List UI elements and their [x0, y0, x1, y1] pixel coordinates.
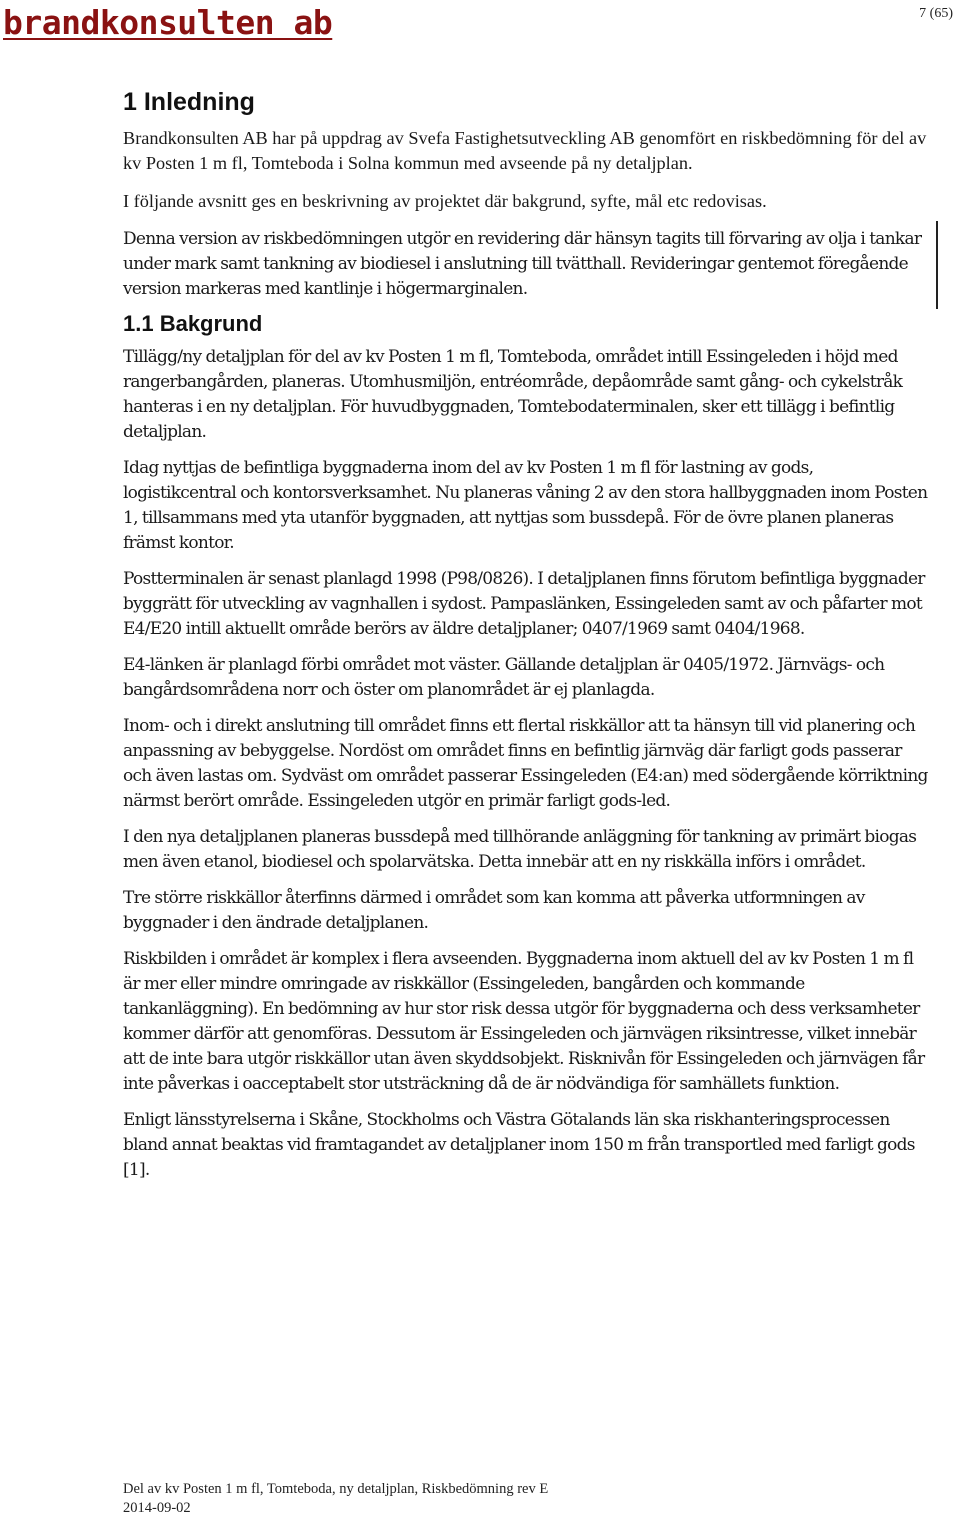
page-footer	[123, 1480, 548, 1518]
page-number: 7 (65)	[919, 6, 953, 21]
revision-margin-bar	[936, 221, 938, 309]
body-paragraph: Enligt länsstyrelserna i Skåne, Stockholms och Västra Götalands län ska riskhanteringsprocessen bland annat beaktas vid framtagandet av detaljplaner inom 150 m från transportled med farligt gods [1].	[123, 1110, 915, 1180]
section-heading-inledning: 1 Inledning	[123, 88, 255, 116]
body-paragraph: Inom- och i direkt anslutning till området finns ett flertal riskkällor att ta hänsyn till vid planering och anpassning av bebyggelse. Nordöst om området finns en befintlig järnväg där farligt gods passerar och även lastas om. Sydväst om området passerar Essingeleden (E4:an) med södergående körriktning närmst berört område. Essingeleden utgör en primär farligt gods-led.	[123, 716, 928, 811]
body-paragraph: I den nya detaljplanen planeras bussdepå med tillhörande anläggning för tankning av primärt biogas men även etanol, biodiesel och spolarvätska. Detta innebär att en ny riskkälla införs i området.	[123, 827, 917, 872]
footer-date: 2014-09-02	[123, 1500, 191, 1516]
body-paragraph: E4-länken är planlagd förbi området mot väster. Gällande detaljplan är 0405/1972. Järnvägs- och bangårdsområdena norr och öster om planområdet är ej planlagda.	[123, 655, 885, 700]
footer-document-title: Del av kv Posten 1 m fl, Tomteboda, ny detaljplan, Riskbedömning rev E	[123, 1481, 549, 1497]
body-paragraph: Tillägg/ny detaljplan för del av kv Posten 1 m fl, Tomteboda, området intill Essingeleden i höjd med rangerbangården, planeras. Utomhusmiljön, entréområde, depåområde samt gång- och cykelstråk hanteras i en ny detaljplan. För huvudbyggnaden, Tomtebodaterminalen, sker ett tillägg i befintlig detaljplan.	[123, 347, 903, 442]
company-logo: brandkonsulten ab	[3, 3, 333, 42]
intro-paragraph-1: Brandkonsulten AB har på uppdrag av Svefa Fastighetsutveckling AB genomfört en riskbedömning för del av kv Posten 1 m fl, Tomteboda i Solna kommun med avseende på ny detaljplan.	[123, 128, 927, 173]
body-paragraph: Postterminalen är senast planlagd 1998 (P98/0826). I detaljplanen finns förutom befintliga byggnader byggrätt för utveckling av vagnhallen i sydost. Pampaslänken, Essingeleden samt av och påfarter mot E4/E20 intill aktuellt område berörs av äldre detaljplaner; 0407/1969 samt 0404/1968.	[123, 569, 925, 639]
body-paragraph: Idag nyttjas de befintliga byggnaderna inom del av kv Posten 1 m fl för lastning av gods, logistikcentral och kontorsverksamhet. Nu planeras våning 2 av den stora hallbyggnaden inom Posten 1, tillsammans med yta utanför byggnaden, att nyttjas som bussdepå. För de övre planen planeras främst kontor.	[123, 458, 928, 553]
intro-paragraph-2: I följande avsnitt ges en beskrivning av projektet där bakgrund, syfte, mål etc redovisas.	[123, 191, 767, 211]
revision-block	[123, 227, 929, 302]
body-paragraph: Tre större riskkällor återfinns därmed i området som kan komma att påverka utformningen av byggnader i den ändrade detaljplanen.	[123, 888, 865, 933]
section-heading-bakgrund: 1.1 Bakgrund	[123, 311, 263, 336]
body-paragraph: Riskbilden i området är komplex i flera avseenden. Byggnaderna inom aktuell del av kv Posten 1 m fl är mer eller mindre omringade av riskkällor (Essingeleden, bangården och kommande tankanläggning). En bedömning av hur stor risk dessa utgör för byggnaderna och dess verksamheter kommer därför att genomföras. Dessutom är Essingeleden och järnvägen riksintresse, vilket innebär att de inte bara utgör riskkällor utan även skyddsobjekt. Risknivån för Essingeleden och järnvägen får inte påverkas i oacceptabelt stor utsträckning då de är nödvändiga för samhällets funktion.	[123, 949, 925, 1094]
revision-paragraph: Denna version av riskbedömningen utgör en revidering där hänsyn tagits till förvaring av olja i tankar under mark samt tankning av biodiesel i anslutning till tvätthall. Revideringar gentemot föregående version markeras med kantlinje i högermarginalen.	[123, 229, 922, 299]
document-body	[123, 84, 929, 1194]
